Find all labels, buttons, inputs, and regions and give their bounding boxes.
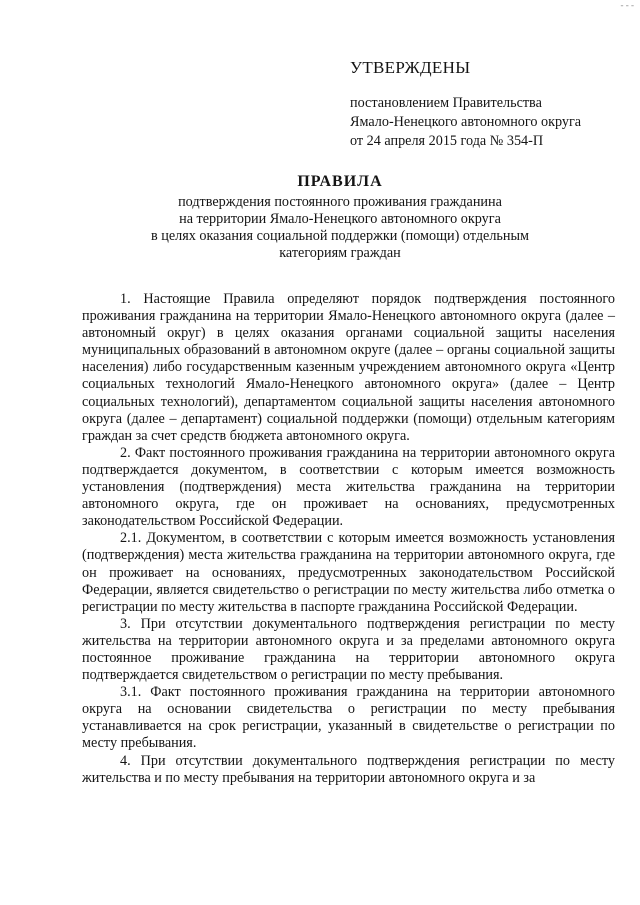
document-subtitle-line: в целях оказания социальной поддержки (помощи) отдельным bbox=[150, 228, 529, 244]
approval-line: постановлением Правительства bbox=[350, 95, 542, 111]
paragraph-1: 1. Настоящие Правила определяют порядок подтверждения постоянного проживания гражданина на территории Ямало-Ненецкого автономного округа (далее – автономный округ) в целях оказания органами социальной защиты населения муниципальных образований в автономном округе (далее – органы социальной защиты населения) либо государственным казенным учреждением автономного округа «Центр социальных технологий Ямало-Ненецкого автономного округа» (далее – Центр социальных технологий), департаментом социальной защиты населения автономного округа (далее – департамент) социальной поддержки (помощи) отдельным категориям граждан за счет средств бюджета автономного округа. bbox=[82, 291, 615, 444]
document-subtitle-line: на территории Ямало-Ненецкого автономного округа bbox=[179, 211, 501, 227]
corner-mark: - - - bbox=[620, 0, 634, 10]
document-subtitle-line: подтверждения постоянного проживания гражданина bbox=[178, 194, 502, 210]
paragraph-2-1: 2.1. Документом, в соответствии с которым имеется возможность установления (подтверждения) места жительства гражданина на территории автономного округа, где он проживает на основаниях, предусмотренных законодательством Российской Федерации, является свидетельство о регистрации по месту жительства либо отметка о регистрации по месту жительства в паспорте гражданина Российской Федерации. bbox=[82, 530, 615, 615]
approval-line: Ямало-Ненецкого автономного округа bbox=[350, 114, 582, 130]
document-subtitle-line: категориям граждан bbox=[279, 245, 401, 261]
document-body bbox=[82, 291, 615, 787]
paragraph-2: 2. Факт постоянного проживания гражданина на территории автономного округа подтверждается документом, в соответствии с которым имеется возможность установления (подтверждения) места жительства гражданина на территории автономного округа, где он проживает на основаниях, предусмотренных законодательством Российской Федерации. bbox=[82, 444, 615, 530]
paragraph-3-1: 3.1. Факт постоянного проживания гражданина на территории автономного округа на основании свидетельства о регистрации по месту пребывания устанавливается на срок регистрации, указанный в свидетельстве о регистрации по месту пребывания. bbox=[82, 684, 615, 752]
paragraph-4: 4. При отсутствии документального подтверждения регистрации по месту жительства и по месту пребывания на территории автономного округа и за bbox=[82, 752, 615, 786]
approval-line: от 24 апреля 2015 года № 354-П bbox=[350, 133, 544, 149]
document-title: ПРАВИЛА bbox=[297, 173, 383, 190]
document-title-block bbox=[60, 173, 620, 262]
approval-heading: УТВЕРЖДЕНЫ bbox=[350, 58, 471, 77]
paragraph-3: 3. При отсутствии документального подтверждения регистрации по месту жительства на территории автономного округа и за пределами автономного округа постоянное проживание гражданина на территории автономного округа подтверждается свидетельством о регистрации по месту пребывания. bbox=[82, 615, 615, 684]
approval-block bbox=[350, 58, 630, 151]
